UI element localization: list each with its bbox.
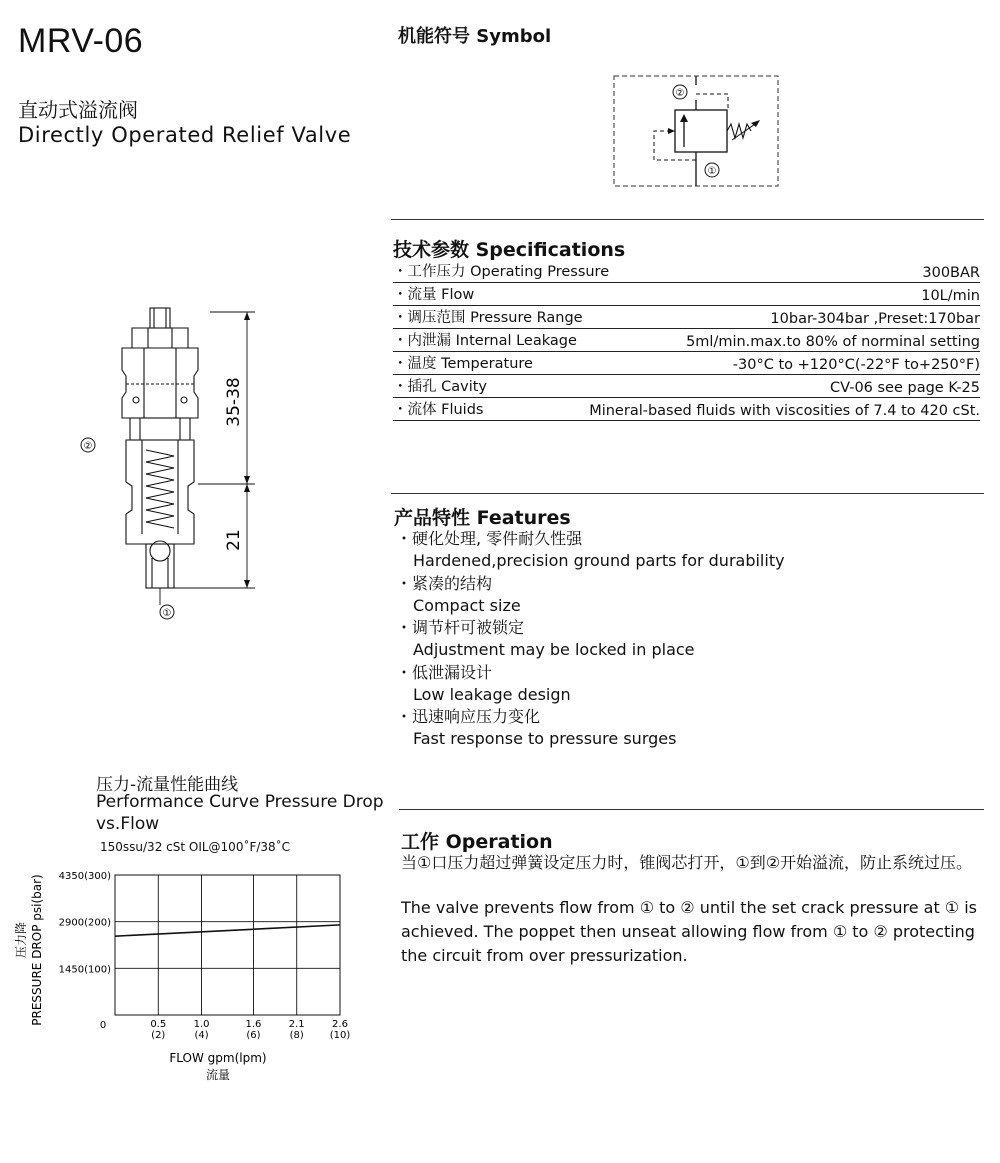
feature-item: [396, 528, 785, 572]
operation-title: 工作 Operation: [401, 831, 553, 853]
spec-value: 300BAR: [922, 265, 980, 281]
product-title-en: Directly Operated Relief Valve: [18, 123, 352, 147]
symbol-port-1-label: ①: [707, 166, 717, 177]
chart-ylabel: PRESSURE DROP psi(bar): [30, 874, 44, 1026]
spec-row-leakage: [393, 328, 980, 352]
model-number: MRV-06: [18, 22, 144, 60]
feature-en: Fast response to pressure surges: [413, 729, 677, 748]
feature-cn: ・硬化处理, 零件耐久性强: [396, 529, 583, 548]
dimension-upper: 35-38: [224, 377, 244, 427]
chart-frame: [115, 875, 340, 1015]
chart-xtick-label: 1.6: [245, 1019, 262, 1030]
symbol-title: 机能符号 Symbol: [398, 26, 552, 47]
chart-series-line: [115, 925, 340, 936]
chart-xlabel-cn: 流量: [205, 1068, 231, 1082]
spec-row-fluids: [393, 397, 980, 421]
spec-row-temperature: [393, 351, 980, 375]
product-title-cn: 直动式溢流阀: [18, 98, 138, 122]
chart-xtick-sublabel: (6): [246, 1030, 261, 1041]
hydraulic-symbol: [610, 72, 782, 192]
feature-en: Hardened,precision ground parts for durability: [413, 551, 785, 570]
chart-title-cn: 压力-流量性能曲线: [96, 775, 239, 795]
spec-value: -30°C to +120°C(-22°F to+250°F): [732, 357, 980, 373]
chart-ytick-label: 4350(300): [58, 871, 111, 882]
performance-chart: [14, 860, 360, 1090]
operation-text-cn: 当①口压力超过弹簧设定压力时，锥阀芯打开，①到②开始溢流，防止系统过压。: [401, 853, 973, 872]
drawing-port-1-label: ①: [162, 608, 172, 619]
chart-ytick-label: 2900(200): [58, 917, 111, 929]
chart-xtick-sublabel: (4): [194, 1030, 209, 1041]
feature-item: [396, 706, 676, 750]
spec-label: ・插孔 Cavity: [393, 379, 487, 395]
feature-cn: ・紧凑的结构: [396, 574, 493, 593]
chart-xtick-sublabel: (8): [289, 1030, 304, 1041]
spec-label: ・流量 Flow: [393, 287, 475, 303]
chart-ytick-label: 1450(100): [58, 964, 111, 976]
spec-label: ・流体 Fluids: [393, 402, 484, 418]
spec-label: ・工作压力 Operating Pressure: [393, 264, 610, 280]
operation-divider: [399, 809, 984, 810]
dimension-lower: 21: [224, 529, 244, 551]
spec-value: CV-06 see page K-25: [830, 380, 980, 396]
specs-divider: [391, 219, 984, 220]
spec-value: 10L/min: [921, 288, 980, 304]
spec-value: 5ml/min.max.to 80% of norminal setting: [686, 334, 980, 350]
feature-item: [396, 662, 571, 706]
specs-title: 技术参数 Specifications: [393, 239, 626, 261]
chart-title: Performance Curve Pressure Drop vs.Flow: [96, 792, 384, 834]
chart-xtick-label: 0.5: [150, 1019, 167, 1030]
chart-series: [115, 925, 340, 936]
spec-row-pressure: [393, 259, 980, 283]
chart-condition: 150ssu/32 cSt OIL@100˚F/38˚C: [100, 840, 291, 854]
chart-origin-label: 0: [99, 1020, 107, 1031]
spec-row-cavity: [393, 374, 980, 398]
operation-text-en: The valve prevents flow from ① to ② until the set crack pressure at ① is achieved. The poppet then unseat allowing flow from ① to ② protecting the circuit from over pressurization.: [401, 898, 978, 965]
spec-value: 10bar-304bar ,Preset:170bar: [770, 311, 980, 327]
spec-label: ・内泄漏 Internal Leakage: [393, 333, 577, 349]
symbol-port-2-label: ②: [675, 88, 685, 99]
feature-en: Compact size: [413, 596, 521, 615]
chart-grid: [115, 875, 340, 1015]
chart-xtick-sublabel: (2): [151, 1030, 166, 1041]
chart-xtick-label: 1.0: [193, 1019, 210, 1030]
drawing-port-2-label: ②: [83, 441, 93, 452]
feature-cn: ・调节杆可被锁定: [396, 618, 525, 637]
chart-xtick-label: 2.6: [332, 1019, 348, 1030]
spec-label: ・调压范围 Pressure Range: [393, 310, 583, 326]
chart-xlabel: FLOW gpm(lpm): [169, 1051, 267, 1065]
spec-value: Mineral-based fluids with viscosities of 7.4 to 420 cSt.: [589, 403, 980, 419]
features-title: 产品特性 Features: [394, 507, 571, 529]
feature-en: Adjustment may be locked in place: [413, 640, 695, 659]
spec-label: ・温度 Temperature: [393, 356, 533, 372]
feature-cn: ・低泄漏设计: [396, 663, 493, 682]
spec-row-range: [393, 305, 980, 329]
valve-section-drawing: [70, 300, 280, 625]
feature-item: [396, 573, 521, 617]
features-divider: [391, 493, 984, 494]
chart-ylabel-cn: 压力降: [14, 921, 28, 959]
feature-item: [396, 617, 695, 661]
chart-xtick-label: 2.1: [288, 1019, 305, 1030]
chart-xtick-sublabel: (10): [329, 1030, 351, 1041]
feature-cn: ・迅速响应压力变化: [396, 707, 541, 726]
spec-row-flow: [393, 282, 980, 306]
feature-en: Low leakage design: [413, 685, 571, 704]
